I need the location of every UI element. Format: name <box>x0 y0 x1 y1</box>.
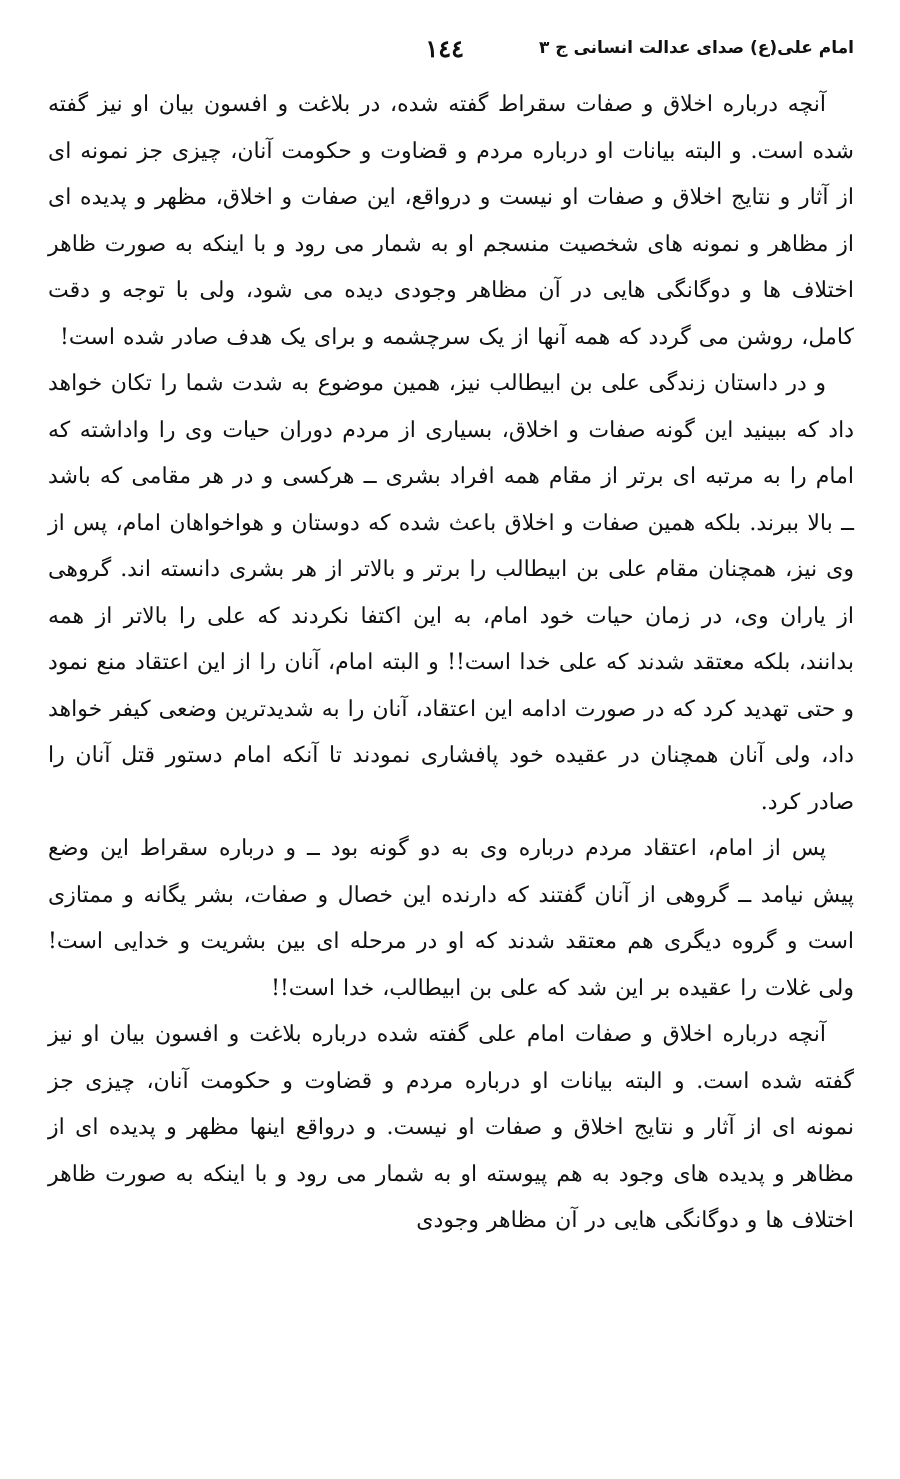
paragraph: آنچه درباره اخلاق و صفات سقراط گفته شده، در بلاغت و افسون بیان او نیز گفته شده است. و البته بیانات او درباره مردم و قضاوت و حکومت آنان، چیزی جز نمونه ای از آثار و نتایج اخلاق و صفات او نیست و درواقع، این صفات و اخلاق، مظهر و پدیده ای از مظاهر و نمونه های شخصیت منسجم او به شمار می رود و با اینکه به صورت ظاهر اختلاف ها و دوگانگی هایی در آن مظاهر وجودی دیده می شود، ولی با توجه و دقت کامل، روشن می گردد که همه آنها از یک سرچشمه و برای یک هدف صادر شده است! <box>48 92 854 350</box>
paragraph: پس از امام، اعتقاد مردم درباره وی به دو گونه بود ــ و درباره سقراط این وضع پیش نیامد ــ گروهی از آنان گفتند که دارنده این خصال و صفات، بشر یگانه و ممتازی است و گروه دیگری هم معتقد شدند که او در مرحله ای بین بشریت و خدایی است! ولی غلات را عقیده بر این شد که علی بن ابیطالب، خدا است!! <box>48 836 854 1001</box>
paragraph: آنچه درباره اخلاق و صفات امام علی گفته شده درباره بلاغت و افسون بیان او نیز گفته شده است. و البته بیانات او درباره مردم و قضاوت و حکومت آنان، چیزی جز نمونه ای از آثار و نتایج اخلاق و صفات او نیست. و درواقع اینها مظهر و پدیده ای از مظاهر و پدیده های وجود به هم پیوسته او به شمار می رود و با اینکه به صورت ظاهر اختلاف ها و دوگانگی هایی در آن مظاهر وجودی <box>48 1022 854 1233</box>
page-number: ١٤٤ <box>425 34 464 63</box>
body-text <box>48 82 854 1245</box>
page-header <box>48 34 854 74</box>
running-head-title: امام علی(ع) صدای عدالت انسانی ج ٣ <box>538 38 854 58</box>
paragraph: و در داستان زندگی علی بن ابیطالب نیز، همین موضوع به شدت شما را تکان خواهد داد که ببینید این گونه صفات و اخلاق، بسیاری از مردم دوران حیات وی را واداشته که امام را به مرتبه ای برتر از مقام همه افراد بشری ــ هرکسی و در هر مقامی که باشد ــ بالا ببرند. بلکه همین صفات و اخلاق باعث شده که دوستان و هواخواهان امام، پس از وی نیز، همچنان مقام علی بن ابیطالب را برتر و بالاتر از هر بشری دانسته اند. گروهی از یاران وی، در زمان حیات خود امام، به این اکتفا نکردند که علی را بالاتر از همه بدانند، بلکه معتقد شدند که علی خدا است!! و البته امام، آنان را از این اعتقاد منع نمود و حتی تهدید کرد که در صورت ادامه این اعتقاد، آنان را به شدیدترین وضعی کیفر خواهد داد، ولی آنان همچنان در عقیده خود پافشاری نمودند تا آنکه امام دستور قتل آنان را صادر کرد. <box>48 371 855 815</box>
